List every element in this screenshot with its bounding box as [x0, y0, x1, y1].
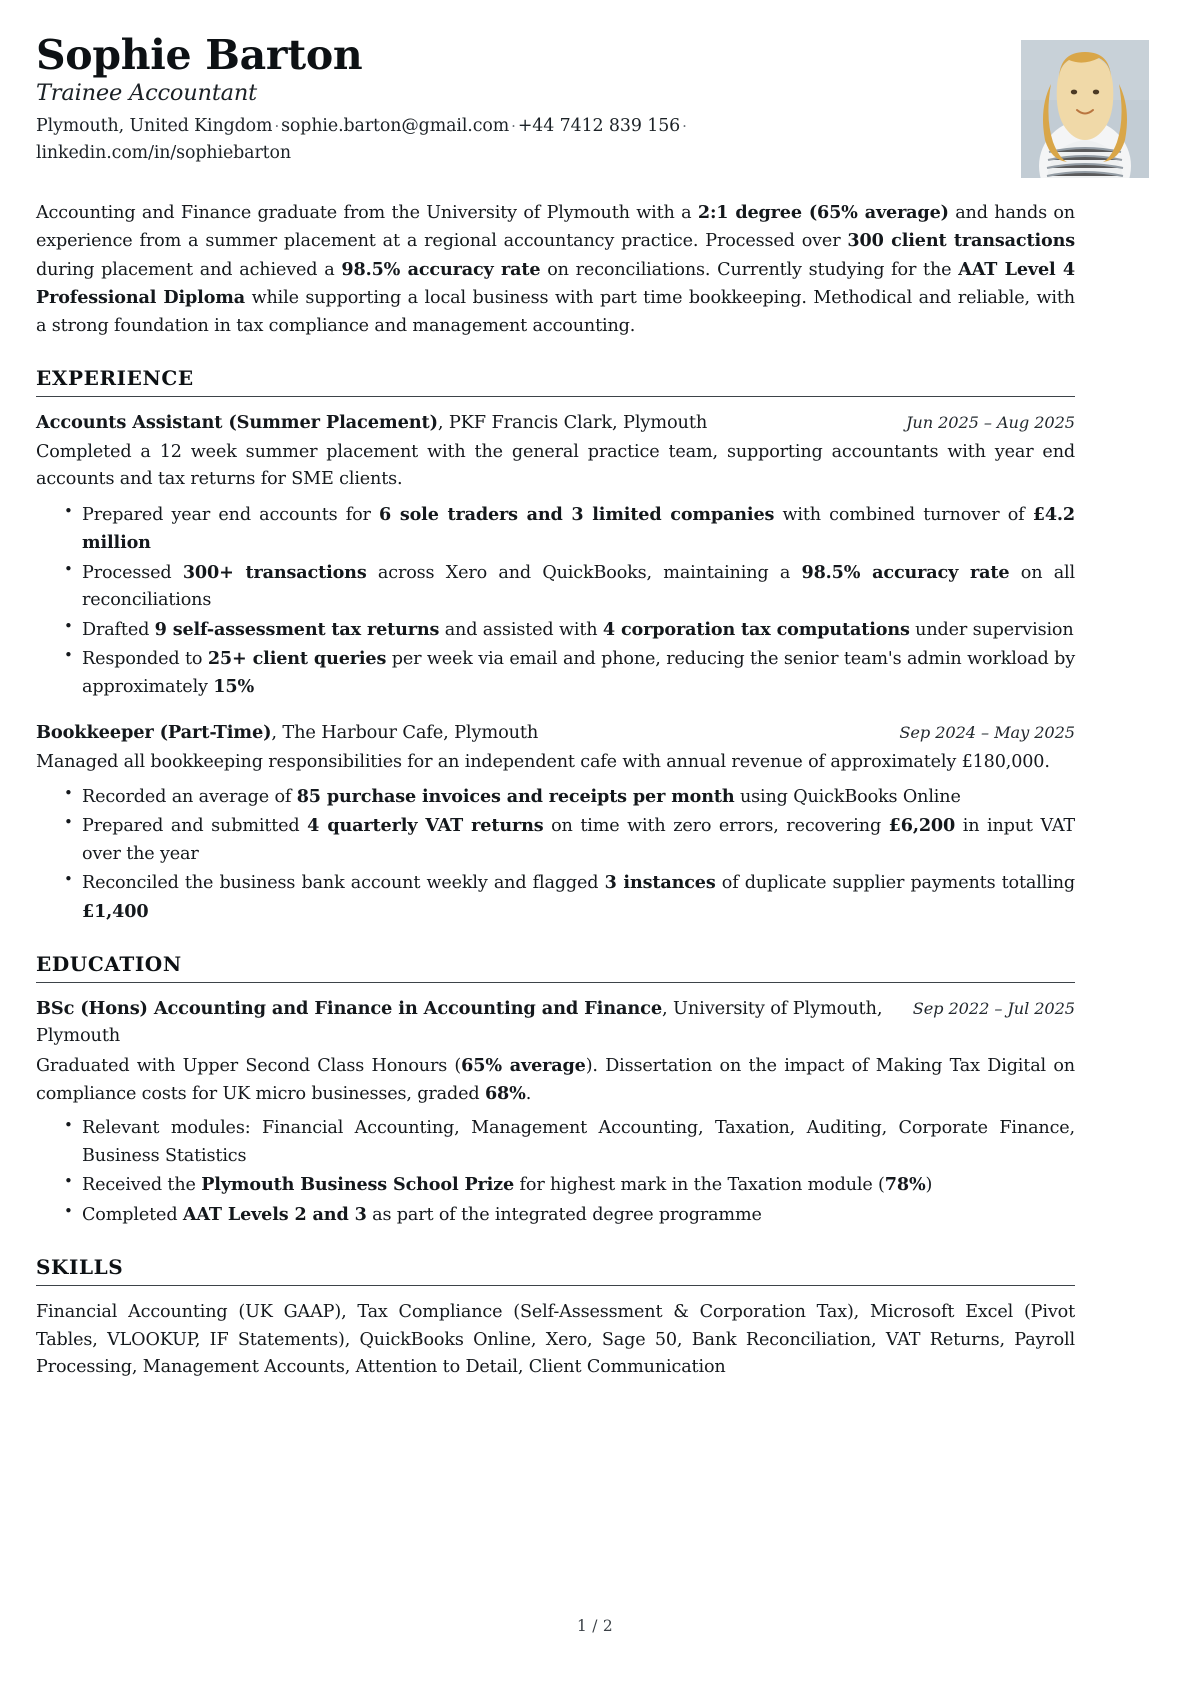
emphasis-text: Plymouth Business School Prize: [201, 1174, 515, 1196]
contact-location: Plymouth, United Kingdom: [36, 116, 273, 137]
entry-role: BSc (Hons) Accounting and Finance in Accounting and Finance: [36, 998, 663, 1020]
entry-header: [36, 410, 1075, 437]
entry-bullet-list: [36, 1115, 1075, 1229]
bullet-item: • Prepared and submitted 4 quarterly VAT returns on time with zero errors, recovering £6,200 in input VAT over the year: [64, 812, 1075, 868]
emphasis-text: 15%: [213, 676, 255, 698]
header-text-block: [36, 31, 1021, 166]
entry-dates: Sep 2024 – May 2025: [899, 722, 1075, 742]
emphasis-text: 300+ transactions: [182, 561, 367, 583]
entry-organization: , The Harbour Cafe, Plymouth: [271, 721, 539, 743]
entry-dates: Jun 2025 – Aug 2025: [906, 413, 1075, 433]
section-title-skills: SKILLS: [36, 1255, 124, 1280]
bullet-item: • Responded to 25+ client queries per week via email and phone, reducing the senior team's admin workload by approximately 15%: [64, 645, 1075, 702]
section-experience: [36, 366, 1075, 926]
entry-organization: , University of Plymouth, Plymouth: [36, 998, 883, 1046]
contact-separator-2: ·: [511, 117, 516, 136]
bullet-item: • Prepared year end accounts for 6 sole traders and 3 limited companies with combined turnover of £4.2 million: [64, 501, 1075, 558]
resume-sections: [36, 366, 1075, 1229]
entry-header: [36, 720, 1075, 747]
entry-header: [36, 996, 1075, 1049]
bullet-item: • Drafted 9 self-assessment tax returns and assisted with 4 corporation tax computations under supervision: [64, 616, 1075, 644]
emphasis-text: AAT Levels 2 and 3: [182, 1203, 367, 1225]
entry-description: Completed a 12 week summer placement with the general practice team, supporting accountants with year end accounts and tax returns for SME clients.: [36, 441, 1075, 490]
section-skills: [36, 1255, 1075, 1381]
entry-role: Accounts Assistant (Summer Placement): [36, 412, 438, 434]
emphasis-text: 6 sole traders and 3 limited companies: [378, 503, 775, 525]
emphasis-text: 3 instances: [604, 872, 716, 894]
contact-separator-3: ·: [682, 117, 687, 136]
contact-phone[interactable]: +44 7412 839 156: [517, 116, 681, 137]
section-rule-skills: [36, 1285, 1075, 1286]
emphasis-text: £1,400: [82, 900, 149, 922]
profile-photo-image: [1021, 40, 1149, 178]
contact-linkedin[interactable]: linkedin.com/in/sophiebarton: [36, 142, 292, 163]
candidate-name: Sophie Barton: [36, 31, 363, 79]
section-rule-education: [36, 982, 1075, 983]
entry: [36, 720, 1075, 926]
entry-organization: , PKF Francis Clark, Plymouth: [437, 412, 708, 434]
emphasis-text: 78%: [884, 1174, 926, 1196]
emphasis-text: £6,200: [888, 815, 956, 837]
emphasis-text: £4.2 million: [82, 503, 1075, 554]
emphasis-text: 9 self-assessment tax returns: [154, 618, 440, 640]
emphasis-text: 68%: [484, 1082, 526, 1104]
entry-description: Graduated with Upper Second Class Honours (65% average). Dissertation on the impact of Making Tax Digital on compliance costs for UK micro businesses, graded 68%.: [36, 1054, 1075, 1104]
emphasis-text: 4 quarterly VAT returns: [307, 815, 544, 837]
emphasis-text: 300 client transactions: [847, 230, 1075, 252]
section-rule-experience: [36, 396, 1075, 397]
emphasis-text: 25+ client queries: [207, 647, 387, 669]
resume-header: [36, 31, 1075, 178]
skills-list: Financial Accounting (UK GAAP), Tax Compliance (Self-Assessment & Corporation Tax), Microsoft Excel (Pivot Tables, VLOOKUP, IF Statements), QuickBooks Online, Xero, Sage 50, Bank Reconciliation, VAT Returns, Payroll Processing, Management Accounts, Attention to Detail, Client Communication: [36, 1302, 1075, 1377]
contact-separator-1: ·: [274, 117, 280, 136]
candidate-job-title: Trainee Accountant: [36, 80, 258, 107]
entry-description: Managed all bookkeeping responsibilities for an independent cafe with annual revenue of approximately £180,000.: [36, 751, 1050, 772]
bullet-item: • Reconciled the business bank account weekly and flagged 3 instances of duplicate supplier payments totalling £1,400: [64, 869, 1075, 926]
entry-role: Bookkeeper (Part-Time): [36, 721, 272, 743]
professional-summary: Accounting and Finance graduate from the University of Plymouth with a 2:1 degree (65% average) and hands on experience from a summer placement at a regional accountancy practice. Processed over 300 client transactions during placement and achieved a 98.5% accuracy rate on reconciliations. Currently studying for the AAT Level 4 Professional Diploma while supporting a local business with part time bookkeeping. Methodical and reliable, with a strong foundation in tax compliance and management accounting.: [36, 202, 1075, 336]
emphasis-text: 2:1 degree (65% average): [697, 202, 949, 223]
section-education: [36, 952, 1075, 1229]
emphasis-text: 65% average: [461, 1054, 586, 1076]
bullet-item: • Completed AAT Levels 2 and 3 as part of the integrated degree programme: [64, 1201, 1075, 1229]
profile-photo: [1021, 40, 1149, 178]
emphasis-text: 4 corporation tax computations: [602, 618, 910, 640]
entry-heading: [36, 720, 885, 747]
entry-bullet-list: [36, 501, 1075, 702]
contact-line: [36, 113, 736, 166]
emphasis-text: 85 purchase invoices and receipts per month: [296, 785, 735, 807]
bullet-item: • Relevant modules: Financial Accounting, Management Accounting, Taxation, Auditing, Corporate Finance, Business Statistics: [64, 1115, 1075, 1170]
entry-heading: [36, 996, 899, 1049]
entry-bullet-list: [36, 783, 1075, 926]
emphasis-text: AAT Level 4 Professional Diploma: [36, 258, 1075, 309]
section-title-experience: EXPERIENCE: [36, 366, 194, 391]
page-footer: [0, 1617, 1190, 1635]
entry-dates: Sep 2022 – Jul 2025: [912, 999, 1075, 1019]
emphasis-text: 98.5% accuracy rate: [801, 561, 1010, 583]
entry-heading: [36, 410, 892, 437]
page-indicator: 1 / 2: [576, 1617, 614, 1635]
entry: [36, 410, 1075, 702]
emphasis-text: 98.5% accuracy rate: [341, 258, 541, 280]
contact-email[interactable]: sophie.barton@gmail.com: [281, 116, 510, 137]
entry: [36, 996, 1075, 1229]
section-title-education: EDUCATION: [36, 952, 182, 977]
bullet-item: • Received the Plymouth Business School Prize for highest mark in the Taxation module (78%): [64, 1171, 1075, 1199]
bullet-item: • Recorded an average of 85 purchase invoices and receipts per month using QuickBooks Online: [64, 783, 1075, 811]
bullet-item: • Processed 300+ transactions across Xero and QuickBooks, maintaining a 98.5% accuracy rate on all reconciliations: [64, 559, 1075, 615]
